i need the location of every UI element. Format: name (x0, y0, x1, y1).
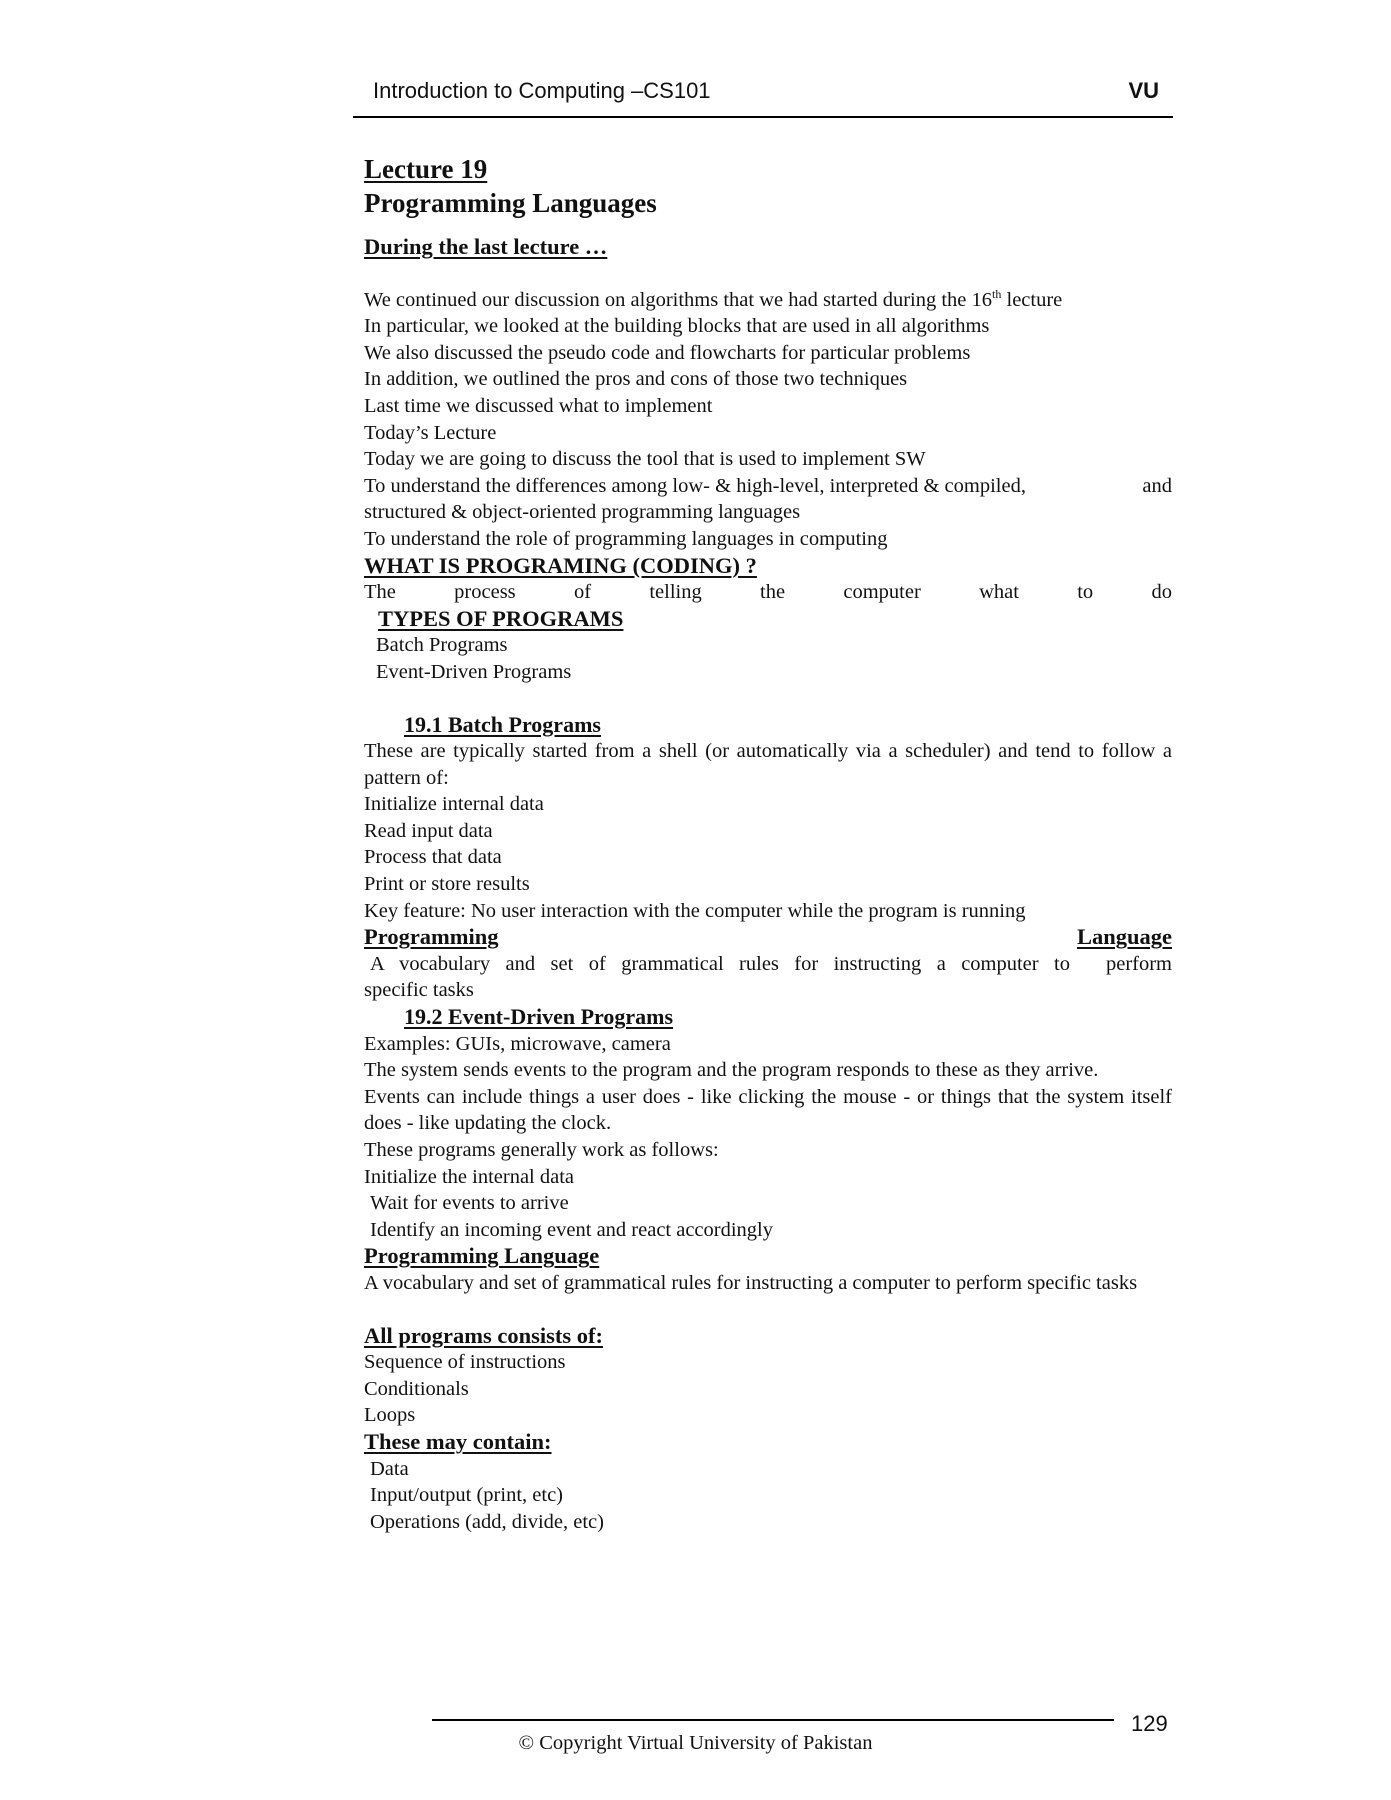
last-lecture-line-3: We also discussed the pseudo code and flowcharts for particular problems (364, 341, 971, 364)
last-lecture-line-1: We continued our discussion on algorithms that we had started during the 16th lecture (364, 286, 1063, 311)
contain-heading: These may contain: (364, 1428, 552, 1454)
consists-item-2: Conditionals (364, 1377, 469, 1400)
consists-item-1: Sequence of instructions (364, 1351, 566, 1374)
programming-language-definition-1-cont: specific tasks (364, 979, 474, 1002)
types-item-batch: Batch Programs (376, 634, 508, 657)
programming-language-definition-2: A vocabulary and set of grammatical rules for instructing a computer to perform specific tasks (364, 1271, 1138, 1294)
types-heading: TYPES OF PROGRAMS (378, 605, 624, 631)
event-step-1: Initialize the internal data (364, 1165, 575, 1188)
types-item-event: Event-Driven Programs (376, 660, 572, 683)
batch-heading: 19.1 Batch Programs (404, 711, 601, 737)
lecture-number: Lecture 19 (364, 154, 488, 184)
what-is-programming-heading: WHAT IS PROGRAMING (CODING) ? (364, 552, 757, 578)
page-number: 129 (1131, 1711, 1168, 1736)
understand-line-2: To understand the role of programming languages in computing (364, 527, 888, 550)
contain-item-3: Operations (add, divide, etc) (370, 1510, 604, 1533)
event-para-2: Events can include things a user does - like clicking the mouse - or things that the system itself does - like updating the clock. (364, 1085, 1172, 1135)
consists-item-3: Loops (364, 1404, 416, 1427)
event-step-2: Wait for events to arrive (370, 1192, 569, 1215)
event-heading: 19.2 Event-Driven Programs (404, 1004, 674, 1030)
programming-language-definition-1: A vocabulary and set of grammatical rules for instructing a computer to perform (370, 952, 1172, 975)
course-title: Introduction to Computing –CS101 (373, 78, 711, 103)
last-lecture-line-6: Today’s Lecture (364, 421, 497, 444)
institution-label: VU (1128, 78, 1159, 103)
event-para-3: These programs generally work as follows: (364, 1139, 719, 1161)
consists-heading: All programs consists of: (364, 1322, 603, 1348)
batch-key-feature: Key feature: No user interaction with the computer while the program is running (364, 899, 1026, 922)
last-lecture-line-5: Last time we discussed what to implement (364, 394, 713, 417)
batch-step-2: Read input data (364, 819, 493, 842)
understand-line-1-cont: structured & object-oriented programming languages (364, 501, 801, 524)
understand-line-1: To understand the differences among low- & high-level, interpreted & compiled, and (364, 474, 1172, 497)
batch-step-3: Process that data (364, 846, 502, 869)
event-para-1: The system sends events to the program and the program responds to these as they arrive. (364, 1059, 1099, 1082)
last-lecture-line-4: In addition, we outlined the pros and cons of those two techniques (364, 368, 908, 391)
last-lecture-heading: During the last lecture … (364, 234, 608, 259)
footer-divider (432, 1719, 1114, 1721)
lecture-title: Programming Languages (364, 188, 657, 218)
last-lecture-line-2: In particular, we looked at the building blocks that are used in all algorithms (364, 315, 990, 338)
batch-step-1: Initialize internal data (364, 793, 544, 816)
what-is-programming-definition: The process of telling the computer what to do (364, 581, 1172, 604)
contain-item-2: Input/output (print, etc) (370, 1484, 563, 1507)
batch-step-4: Print or store results (364, 873, 530, 896)
last-lecture-line-7: Today we are going to discuss the tool that is used to implement SW (364, 448, 926, 471)
programming-language-heading-1: Programming Language (364, 924, 1172, 950)
programming-language-heading-2: Programming Language (364, 1243, 600, 1269)
copyright-notice: © Copyright Virtual University of Pakistan (518, 1732, 873, 1754)
event-step-3: Identify an incoming event and react accordingly (370, 1218, 774, 1241)
event-examples: Examples: GUIs, microwave, camera (364, 1032, 671, 1055)
batch-intro: These are typically started from a shell (or automatically via a scheduler) and tend to follow a pattern of: (364, 740, 1172, 789)
contain-item-1: Data (370, 1457, 409, 1480)
page-header (353, 76, 1173, 118)
page-content (364, 152, 1172, 1535)
